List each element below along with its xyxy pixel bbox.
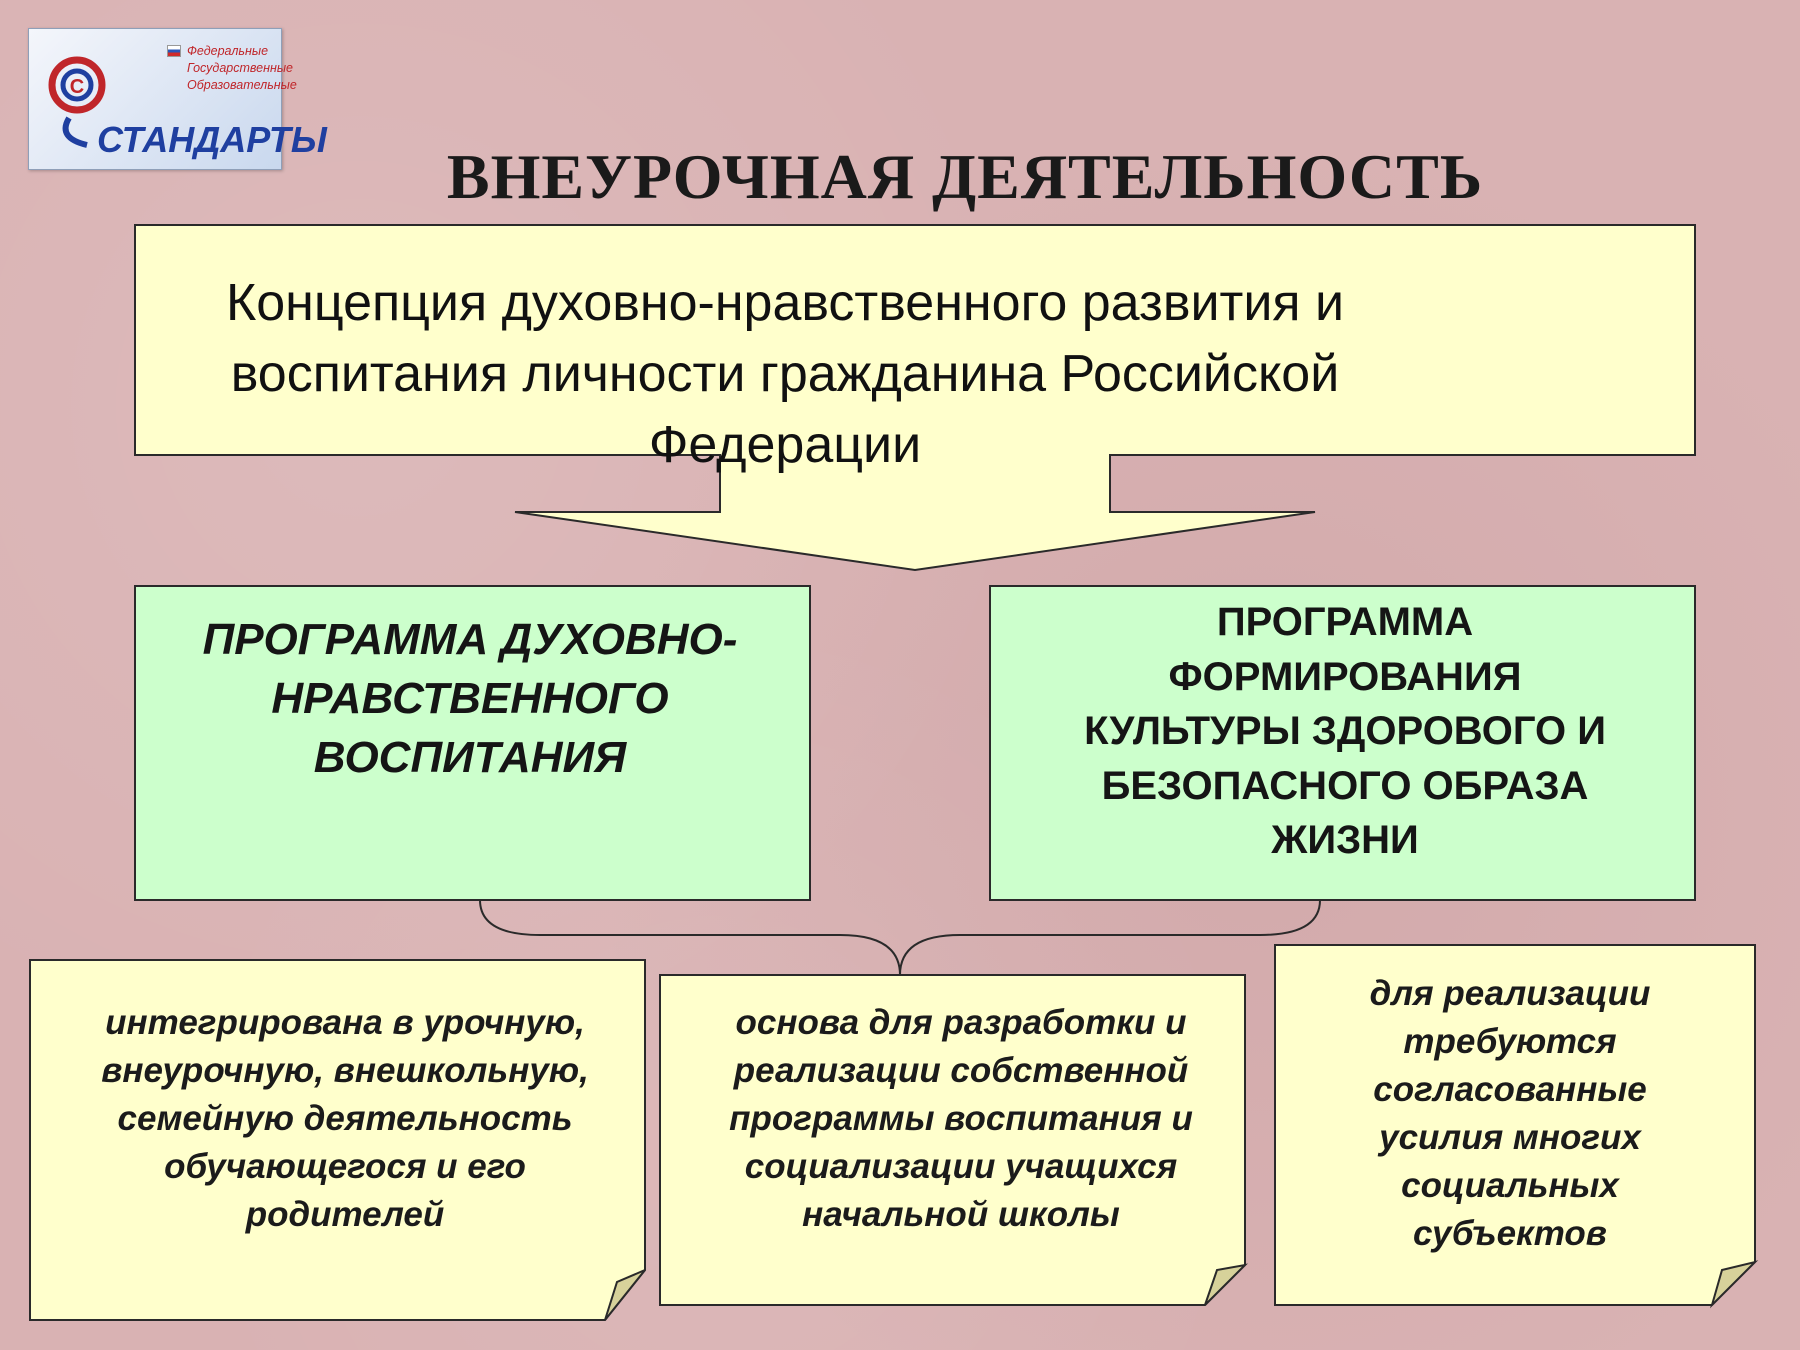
logo-wordmark: СТАНДАРТЫ [97, 119, 327, 160]
note-2-text [676, 999, 1246, 1239]
logo-caption-line: Федеральные [187, 44, 269, 58]
note-line: требуются [1403, 1022, 1617, 1061]
program-right-line: ФОРМИРОВАНИЯ [1168, 654, 1522, 699]
program-right-line: БЕЗОПАСНОГО ОБРАЗА [1101, 763, 1589, 808]
note-line: усилия многих [1379, 1118, 1641, 1157]
note-line: реализации собственной [733, 1051, 1189, 1090]
standards-logo [28, 28, 327, 170]
note-3-text [1290, 970, 1730, 1258]
note-line: обучающегося и его [164, 1147, 526, 1186]
concept-label [200, 268, 1370, 481]
note-line: программы воспитания и [729, 1099, 1193, 1138]
program-right-line: КУЛЬТУРЫ ЗДОРОВОГО И [1084, 709, 1606, 753]
note-1-text [50, 999, 640, 1239]
note-line: семейную деятельность [117, 1099, 573, 1138]
program-right-label [1000, 595, 1690, 868]
note-line: для реализации [1369, 974, 1651, 1013]
svg-text:C: C [69, 76, 85, 98]
program-right-line: ПРОГРАММА [1216, 600, 1474, 644]
logo-caption-line: Образовательные [187, 78, 297, 92]
program-left-label [150, 610, 790, 787]
logo-caption [187, 43, 297, 94]
program-left-line: ВОСПИТАНИЯ [313, 733, 627, 782]
concept-line: Концепция духовно-нравственного развития и [225, 274, 1345, 332]
program-left-line: НРАВСТВЕННОГО [271, 674, 669, 723]
concept-line: Федерации [648, 416, 922, 474]
page-title: ВНЕУРОЧНАЯ ДЕЯТЕЛЬНОСТЬ [446, 141, 1484, 212]
note-line: социальных [1401, 1166, 1619, 1205]
concept-line: воспитания личности гражданина Российской [230, 345, 1340, 403]
program-left-line: ПРОГРАММА ДУХОВНО- [202, 615, 738, 664]
note-line: субъектов [1413, 1214, 1607, 1253]
program-right-line: ЖИЗНИ [1271, 818, 1419, 862]
note-line: начальной школы [802, 1195, 1120, 1234]
note-line: родителей [245, 1195, 445, 1234]
note-line: социализации учащихся [744, 1147, 1178, 1186]
russian-flag-icon [167, 45, 181, 57]
note-line: согласованные [1373, 1070, 1647, 1109]
note-line: основа для разработки и [735, 1003, 1187, 1042]
note-line: интегрирована в урочную, [105, 1003, 585, 1042]
logo-caption-line: Государственные [187, 61, 293, 75]
note-line: внеурочную, внешкольную, [101, 1051, 589, 1090]
